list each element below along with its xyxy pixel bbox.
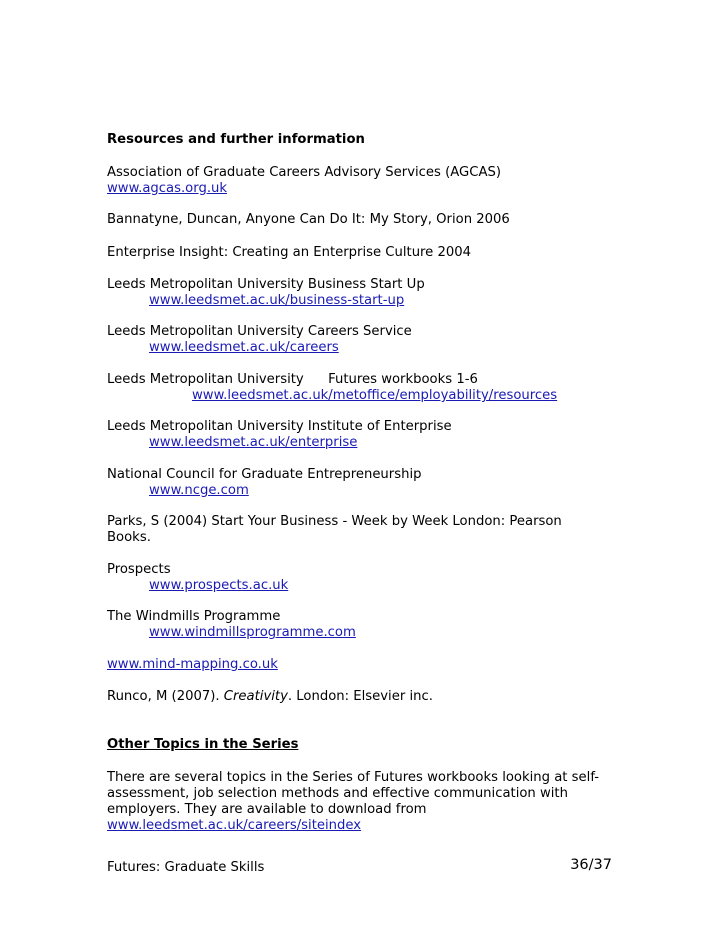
resource-text-line: Parks, S (2004) Start Your Business - Week by Week London: Pearson	[107, 514, 562, 529]
resource-prospects	[107, 562, 288, 594]
section-heading: Resources and further information	[107, 132, 365, 147]
resource-lmu-careers	[107, 324, 412, 356]
agcas-link[interactable]: www.agcas.org.uk	[107, 181, 227, 196]
resource-ncge	[107, 467, 421, 499]
resource-parks	[107, 514, 562, 546]
prospects-link[interactable]: www.prospects.ac.uk	[149, 578, 289, 593]
resource-enterprise-insight: Enterprise Insight: Creating an Enterprise Culture 2004	[107, 245, 472, 260]
siteindex-link[interactable]: www.leedsmet.ac.uk/careers/siteindex	[107, 818, 362, 833]
other-topics-paragraph	[107, 770, 599, 834]
resource-text: Leeds Metropolitan University	[107, 372, 304, 387]
resource-text: Leeds Metropolitan University Careers Service	[107, 324, 412, 339]
paragraph-line: assessment, job selection methods and effective communication with	[107, 786, 568, 801]
resource-subtext: Futures workbooks 1-6	[328, 372, 478, 387]
citation-author: Runco, M (2007).	[107, 689, 224, 704]
business-start-up-link[interactable]: www.leedsmet.ac.uk/business-start-up	[149, 293, 405, 308]
citation-title: Creativity	[223, 689, 288, 704]
footer-title: Futures: Graduate Skills	[107, 860, 265, 875]
other-topics-heading: Other Topics in the Series	[107, 737, 299, 752]
paragraph-line: employers. They are available to download from	[107, 802, 427, 817]
resource-lmu-futures	[107, 372, 557, 404]
resource-text: Leeds Metropolitan University Institute of Enterprise	[107, 419, 452, 434]
futures-workbooks-link[interactable]: www.leedsmet.ac.uk/metoffice/employability/resources	[192, 388, 558, 403]
enterprise-link[interactable]: www.leedsmet.ac.uk/enterprise	[149, 435, 358, 450]
windmills-link[interactable]: www.windmillsprogramme.com	[149, 625, 356, 640]
mind-mapping-link[interactable]: www.mind-mapping.co.uk	[107, 657, 278, 672]
paragraph-line: There are several topics in the Series of Futures workbooks looking at self-	[107, 770, 599, 785]
resource-text: Association of Graduate Careers Advisory Services (AGCAS)	[107, 165, 502, 180]
resource-agcas	[107, 165, 501, 197]
resource-bannatyne: Bannatyne, Duncan, Anyone Can Do It: My Story, Orion 2006	[107, 212, 510, 227]
resource-windmills	[107, 609, 356, 641]
resource-text: Leeds Metropolitan University Business Start Up	[107, 277, 425, 292]
resource-text-line: Books.	[107, 530, 151, 545]
resource-text: Prospects	[107, 562, 171, 577]
page-number: 36/37	[570, 857, 612, 873]
citation-publisher: . London: Elsevier inc.	[287, 689, 433, 704]
resource-runco	[107, 689, 433, 705]
careers-link[interactable]: www.leedsmet.ac.uk/careers	[149, 340, 339, 355]
ncge-link[interactable]: www.ncge.com	[149, 483, 249, 498]
resource-text: National Council for Graduate Entrepreneurship	[107, 467, 422, 482]
resource-lmu-enterprise	[107, 419, 452, 451]
resource-text: The Windmills Programme	[107, 609, 281, 624]
resource-lmu-business	[107, 277, 425, 309]
